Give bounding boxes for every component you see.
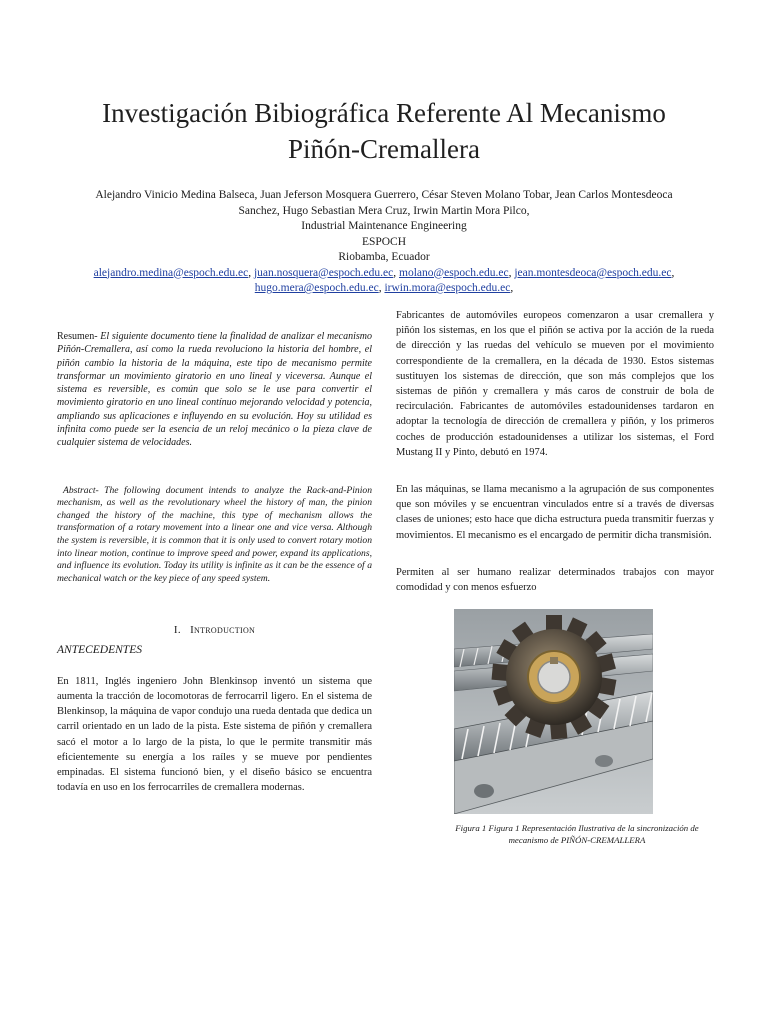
paragraph-mechanism: En las máquinas, se llama mecanismo a la agrupación de sus componentes que son móviles y se encuentran vinculados entre sí a través de diversas clases de uniones; esto hace que dicha estructura pueda transmitir fuerzas y movimientos. El mecanismo es el encargado de permitir dicha transmisión.: [396, 484, 714, 541]
email-list: alejandro.medina@espoch.edu.ec, juan.nosquera@espoch.edu.ec, molano@espoch.edu.ec, jean.montesdeoca@espoch.edu.ec, hugo.mera@espoch.edu.ec, irwin.mora@espoch.edu.ec,: [93, 266, 675, 294]
resumen: [57, 330, 372, 450]
right-column: [396, 308, 714, 846]
paragraph-automakers: Fabricantes de automóviles europeos comenzaron a usar cremallera y piñón los sistemas, en los que el piñón se activa por la acción de la rueda de dirección y las ruedas del vehículo se mueven por el movimiento correspondiente de la cremallera, en la década de 1930. Estos sistemas sustituyen los sistemas de dirección, que son más complejos que los sistemas de piñón y cremallera y más caros de construir de bola de recirculación. Fabricantes de automóviles estadounidenses tardaron en adoptar la tecnología de dirección de cremallera y piñón, y los primeros coches de producción estadounidenses a utilizar los sistemas, el Ford Mustang II y Pinto, debutó en 1974.: [396, 310, 714, 458]
department: Industrial Maintenance Engineering: [301, 220, 467, 232]
figure-caption: Figura 1 Figura 1 Representación Ilustrativa de la sincronización de mecanismo de PIÑÓN-CREMALLERA: [455, 823, 699, 845]
left-column: [57, 308, 372, 795]
institution: ESPOCH: [361, 235, 407, 248]
email-link[interactable]: irwin.mora@espoch.edu.ec: [384, 282, 511, 294]
section-heading-introduction: [57, 623, 372, 638]
authors-line-2: Sanchez, Hugo Sebastian Mera Cruz, Irwin Martin Mora Pilco,: [238, 204, 530, 217]
authors-line-1: Alejandro Vinicio Medina Balseca, Juan Jeferson Mosquera Guerrero, César Steven Molano Tobar, Jean Carlos Montesdeoca: [95, 189, 673, 201]
paper-title-line-1: Investigación Bibiográfica Referente Al Mecanismo: [102, 98, 666, 128]
location: Riobamba, Ecuador: [338, 251, 430, 263]
resumen-body: El siguiente documento tiene la finalidad de analizar el mecanismo Piñón-Cremallera, así como la rueda revoluciono la historia del hombre, el piñón cambio la historia de la máquina, este tipo de mecanismo permite transformar un movimiento giratorio en uno lineal y viceversa. Aunque el sistema es reversible, es común que solo se le use para convertir el movimiento giratorio en uno lineal contínuo mejorando velocidad y potencia, ampliando sus aplicaciones e influyendo en su evolución. Hoy su utilidad es infinita como puede ser la esencia de un reloj mecánico o la pieza clave de cualquier sistema de velocidades.: [57, 331, 372, 449]
rack-and-pinion-photo: [454, 609, 653, 814]
section-title: Introduction: [190, 624, 256, 637]
email-link[interactable]: hugo.mera@espoch.edu.ec: [254, 282, 379, 294]
intro-paragraph: En 1811, Inglés ingeniero John Blenkinsop inventó un sistema que aumenta la tracción de locomotoras de ferrocarril ligero. En el sistema de Blenkinsop, la máquina de vapor condujo una rueda dentada que dedica un carril orientado en un lado de la pista. Este sistema de piñón y cremallera sacó el motor a lo largo de la pista, lo que le permite transmitir más eficientemente su energía a los raíles y se mueve por pendientes empinadas. El sistema funcionó bien, y el diseño básico se encuentra todavía en uso en los ferrocarriles de cremallera modernas.: [57, 675, 372, 794]
subsection-heading: ANTECEDENTES: [57, 643, 142, 656]
email-link[interactable]: jean.montesdeoca@espoch.edu.ec: [514, 266, 672, 279]
abstract: Abstract- The following document intends to analyze the Rack-and-Pinion mechanism, as well as the revolutionary wheel the history of man, the pinion changed the history of the machine, this type of mechanism allows the transformation of a rotary movement into a linear one and vice versa. Although the system is reversible, it is common that it is only used to convert rotary motion into linear motion, continue to improve speed and power, expand its applications, and influence its evolution. Today its utility is infinite as it can be the essence of a mechanical watch or the key piece of any speed system.: [57, 484, 372, 584]
paper-title-line-2: Piñón-Cremallera: [288, 134, 480, 164]
paragraph-purpose: Permiten al ser humano realizar determinados trabajos con mayor comodidad y con menos esfuerzo: [396, 566, 714, 594]
author-block: [40, 188, 728, 297]
resumen-lead: Resumen-: [57, 331, 98, 342]
email-link[interactable]: alejandro.medina@espoch.edu.ec: [93, 266, 249, 279]
figure-1: [454, 609, 699, 846]
paper-title: [40, 95, 728, 167]
email-link[interactable]: molano@espoch.edu.ec: [399, 266, 509, 279]
email-link[interactable]: juan.nosquera@espoch.edu.ec: [253, 266, 394, 279]
section-number: I.: [173, 624, 181, 637]
